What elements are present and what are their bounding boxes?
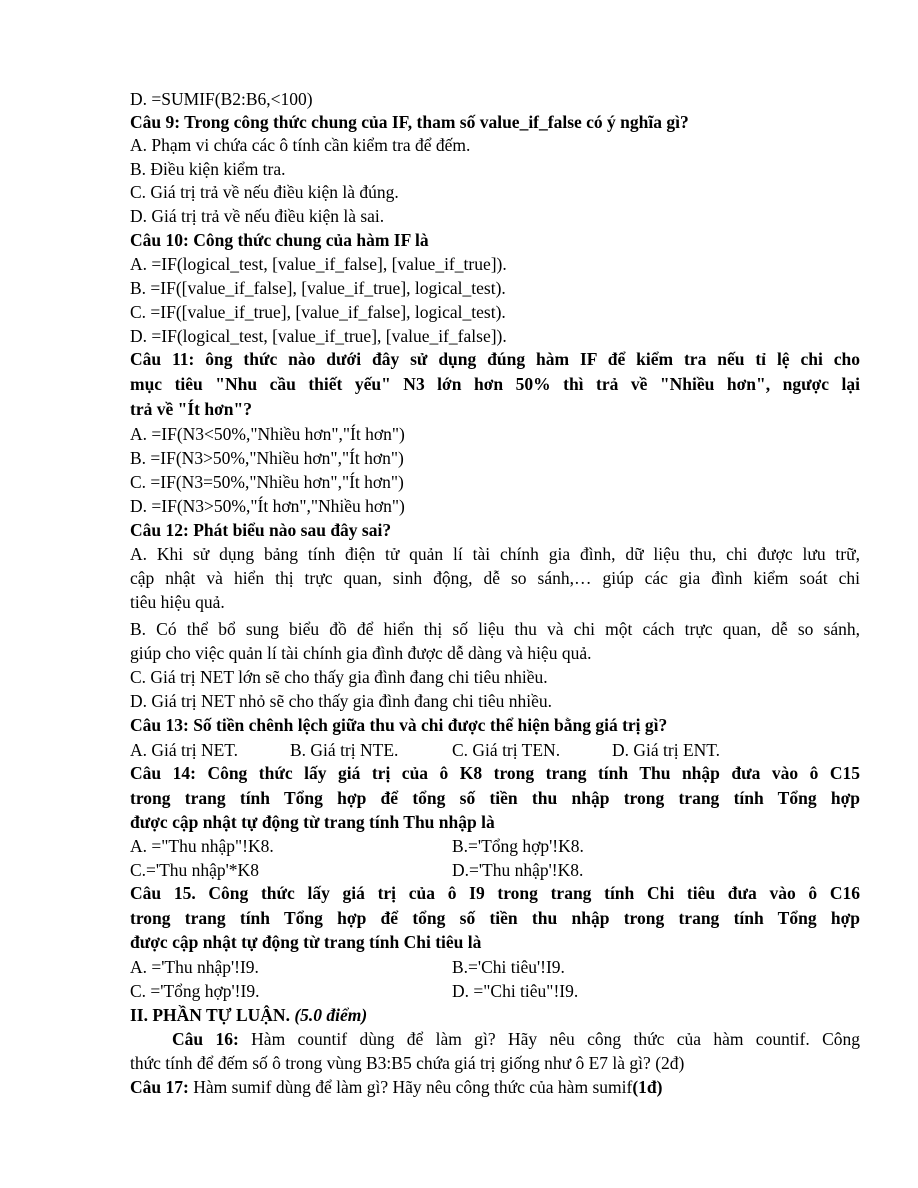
- q11-option-b: B. =IF(N3>50%,"Nhiều hơn","Ít hơn"): [130, 448, 404, 468]
- q14-options-row-1: [130, 835, 860, 857]
- q17-points: (1đ): [632, 1077, 663, 1097]
- question-12: Câu 12: Phát biểu nào sau đây sai?: [130, 520, 392, 540]
- q14-options-row-2: [130, 859, 860, 881]
- question-14-line-2: trong trang tính Tổng hợp để tổng số tiền thu nhập trong trang tính Tổng hợp: [130, 788, 860, 808]
- q13-options: [130, 739, 860, 761]
- question-16-line-1: [172, 1028, 860, 1050]
- q15-option-a: A. ='Thu nhập'!I9.: [130, 957, 259, 977]
- question-15-line-2: trong trang tính Tổng hợp để tổng số tiền thu nhập trong trang tính Tổng hợp: [130, 908, 860, 928]
- question-17: [130, 1076, 860, 1098]
- q14-option-c: C.='Thu nhập'*K8: [130, 860, 259, 880]
- q15-option-c: C. ='Tổng hợp'!I9.: [130, 981, 260, 1001]
- q12-option-a-line-3: tiêu hiệu quả.: [130, 592, 225, 612]
- q14-option-a: A. ="Thu nhập"!K8.: [130, 836, 274, 856]
- section-2-title: II. PHẦN TỰ LUẬN.: [130, 1005, 290, 1025]
- question-10: Câu 10: Công thức chung của hàm IF là: [130, 230, 429, 250]
- q12-option-b-line-2: giúp cho việc quản lí tài chính gia đình được dễ dàng và hiệu quả.: [130, 643, 592, 663]
- q15-option-d: D. ="Chi tiêu"!I9.: [452, 981, 579, 1001]
- question-14-line-1: Câu 14: Công thức lấy giá trị của ô K8 trong trang tính Thu nhập đưa vào ô C15: [130, 763, 860, 783]
- q12-option-a-line-1: A. Khi sử dụng bảng tính điện tử quản lí tài chính gia đình, dữ liệu thu, chi được lưu trữ,: [130, 544, 860, 564]
- q12-option-b-line-1: B. Có thể bổ sung biểu đồ để hiển thị số liệu thu và chi một cách trực quan, dễ so sánh,: [130, 619, 860, 639]
- q11-option-d: D. =IF(N3>50%,"Ít hơn","Nhiều hơn"): [130, 496, 405, 516]
- q10-option-d: D. =IF(logical_test, [value_if_true], [value_if_false]).: [130, 326, 507, 346]
- q13-option-d: D. Giá trị ENT.: [612, 740, 721, 760]
- q15-options-row-2: [130, 980, 860, 1002]
- q13-option-b: B. Giá trị NTE.: [290, 740, 399, 760]
- question-9: Câu 9: Trong công thức chung của IF, tham số value_if_false có ý nghĩa gì?: [130, 112, 689, 132]
- question-14-line-3: được cập nhật tự động từ trang tính Thu nhập là: [130, 812, 495, 832]
- q15-option-b: B.='Chi tiêu'!I9.: [452, 957, 565, 977]
- q8-option-d: D. =SUMIF(B2:B6,<100): [130, 89, 313, 109]
- q10-option-a: A. =IF(logical_test, [value_if_false], [value_if_true]).: [130, 254, 507, 274]
- q9-option-a: A. Phạm vi chứa các ô tính cần kiểm tra để đếm.: [130, 135, 471, 155]
- question-11-line-1: Câu 11: ông thức nào dưới đây sử dụng đúng hàm IF để kiểm tra nếu tỉ lệ chi cho: [130, 349, 860, 369]
- question-13: Câu 13: Số tiền chênh lệch giữa thu và chi được thể hiện bằng giá trị gì?: [130, 715, 668, 735]
- question-11-line-2: mục tiêu "Nhu cầu thiết yếu" N3 lớn hơn 50% thì trả về "Nhiều hơn", ngược lại: [130, 374, 860, 394]
- q13-option-a: A. Giá trị NET.: [130, 740, 239, 760]
- q13-option-c: C. Giá trị TEN.: [452, 740, 561, 760]
- q14-option-d: D.='Thu nhập'!K8.: [452, 860, 584, 880]
- question-11-line-3: trả về "Ít hơn"?: [130, 399, 252, 419]
- q9-option-d: D. Giá trị trả về nếu điều kiện là sai.: [130, 206, 385, 226]
- q12-option-d: D. Giá trị NET nhỏ sẽ cho thấy gia đình đang chi tiêu nhiều.: [130, 691, 553, 711]
- q11-option-a: A. =IF(N3<50%,"Nhiều hơn","Ít hơn"): [130, 424, 405, 444]
- question-15-line-1: Câu 15. Công thức lấy giá trị của ô I9 trong trang tính Chi tiêu đưa vào ô C16: [130, 883, 860, 903]
- q11-option-c: C. =IF(N3=50%,"Nhiều hơn","Ít hơn"): [130, 472, 404, 492]
- q9-option-b: B. Điều kiện kiểm tra.: [130, 159, 286, 179]
- question-16-line-2: thức tính để đếm số ô trong vùng B3:B5 chứa giá trị giống như ô E7 là gì? (2đ): [130, 1053, 685, 1073]
- section-2-heading: [130, 1004, 860, 1026]
- q17-label: Câu 17:: [130, 1077, 189, 1097]
- q9-option-c: C. Giá trị trả về nếu điều kiện là đúng.: [130, 182, 399, 202]
- q15-options-row-1: [130, 956, 860, 978]
- q14-option-b: B.='Tổng hợp'!K8.: [452, 836, 584, 856]
- q17-text: Hàm sumif dùng để làm gì? Hãy nêu công thức của hàm sumif: [193, 1077, 633, 1097]
- q10-option-b: B. =IF([value_if_false], [value_if_true], logical_test).: [130, 278, 506, 298]
- q12-option-c: C. Giá trị NET lớn sẽ cho thấy gia đình đang chi tiêu nhiều.: [130, 667, 548, 687]
- q10-option-c: C. =IF([value_if_true], [value_if_false], logical_test).: [130, 302, 506, 322]
- section-2-points: (5.0 điểm): [294, 1005, 368, 1025]
- q16-label: Câu 16:: [172, 1029, 239, 1049]
- question-15-line-3: được cập nhật tự động từ trang tính Chi tiêu là: [130, 932, 482, 952]
- q12-option-a-line-2: cập nhật và hiển thị trực quan, sinh động, dễ so sánh,… giúp các gia đình kiểm soát chi: [130, 568, 860, 588]
- q16-text-1: Hàm countif dùng để làm gì? Hãy nêu công thức của hàm countif. Công: [251, 1029, 861, 1049]
